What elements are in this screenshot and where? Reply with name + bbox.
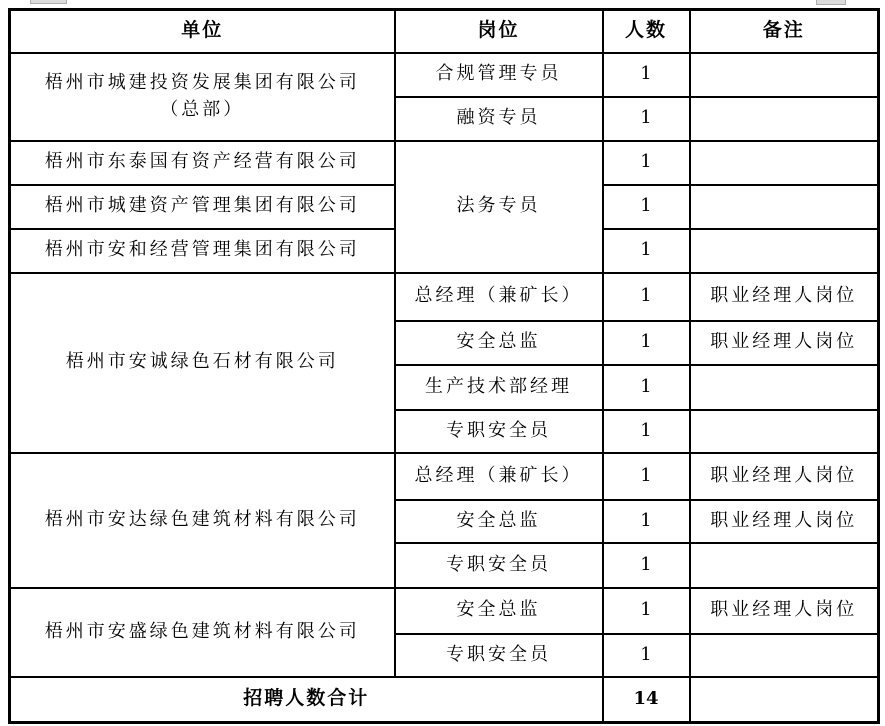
count-cell: 1: [603, 543, 690, 588]
unit-name-suffix: （总部）: [160, 98, 245, 120]
position-cell: 总经理（兼矿长）: [395, 273, 603, 321]
count-cell: 1: [603, 588, 690, 634]
count-cell: 1: [603, 365, 690, 410]
position-cell: 安全总监: [395, 321, 603, 365]
note-cell: 职业经理人岗位: [690, 588, 879, 634]
unit-cell: 梧州市安和经营管理集团有限公司: [10, 229, 395, 273]
note-cell: 职业经理人岗位: [690, 273, 879, 321]
col-header-position: 岗位: [395, 10, 603, 53]
position-cell: 合规管理专员: [395, 53, 603, 97]
table-footer-row: [10, 677, 879, 723]
count-cell: 1: [603, 453, 690, 500]
table-row: [10, 53, 879, 97]
position-cell: 生产技术部经理: [395, 365, 603, 410]
count-cell: 1: [603, 53, 690, 97]
table-row: [10, 141, 879, 185]
position-cell: 专职安全员: [395, 634, 603, 677]
note-cell: [690, 543, 879, 588]
count-cell: 1: [603, 321, 690, 365]
count-cell: 1: [603, 141, 690, 185]
recruitment-table: [8, 8, 880, 724]
position-cell: 总经理（兼矿长）: [395, 453, 603, 500]
note-cell: [690, 365, 879, 410]
position-cell: 法务专员: [395, 141, 603, 273]
count-cell: 1: [603, 410, 690, 453]
unit-cell: 梧州市东泰国有资产经营有限公司: [10, 141, 395, 185]
top-right-clipped-ui-fragment: [816, 0, 846, 5]
note-cell: [690, 185, 879, 229]
table-row: [10, 453, 879, 500]
unit-cell: 梧州市安达绿色建筑材料有限公司: [10, 453, 395, 588]
unit-cell: 梧州市城建资产管理集团有限公司: [10, 185, 395, 229]
note-cell: [690, 410, 879, 453]
col-header-note: 备注: [690, 10, 879, 53]
top-left-clipped-ui-fragment: [30, 0, 67, 4]
count-cell: 1: [603, 185, 690, 229]
note-cell: [690, 53, 879, 97]
count-cell: 1: [603, 634, 690, 677]
table-row: [10, 588, 879, 634]
count-cell: 1: [603, 229, 690, 273]
col-header-count: 人数: [603, 10, 690, 53]
footer-note-cell: [690, 677, 879, 723]
footer-total-value: 14: [603, 677, 690, 723]
note-cell: 职业经理人岗位: [690, 500, 879, 543]
note-cell: [690, 141, 879, 185]
position-cell: 安全总监: [395, 588, 603, 634]
position-cell: 融资专员: [395, 97, 603, 141]
count-cell: 1: [603, 97, 690, 141]
col-header-unit: 单位: [10, 10, 395, 53]
count-cell: 1: [603, 500, 690, 543]
count-cell: 1: [603, 273, 690, 321]
position-cell: 专职安全员: [395, 543, 603, 588]
note-cell: 职业经理人岗位: [690, 453, 879, 500]
footer-total-label: 招聘人数合计: [10, 677, 603, 723]
unit-cell: 梧州市安盛绿色建筑材料有限公司: [10, 588, 395, 677]
note-cell: [690, 229, 879, 273]
unit-name: 梧州市城建投资发展集团有限公司: [44, 72, 360, 94]
position-cell: 安全总监: [395, 500, 603, 543]
note-cell: [690, 634, 879, 677]
note-cell: 职业经理人岗位: [690, 321, 879, 365]
table-row: [10, 273, 879, 321]
note-cell: [690, 97, 879, 141]
table-header-row: [10, 10, 879, 53]
unit-cell: [10, 53, 395, 141]
position-cell: 专职安全员: [395, 410, 603, 453]
unit-cell: 梧州市安诚绿色石材有限公司: [10, 273, 395, 453]
